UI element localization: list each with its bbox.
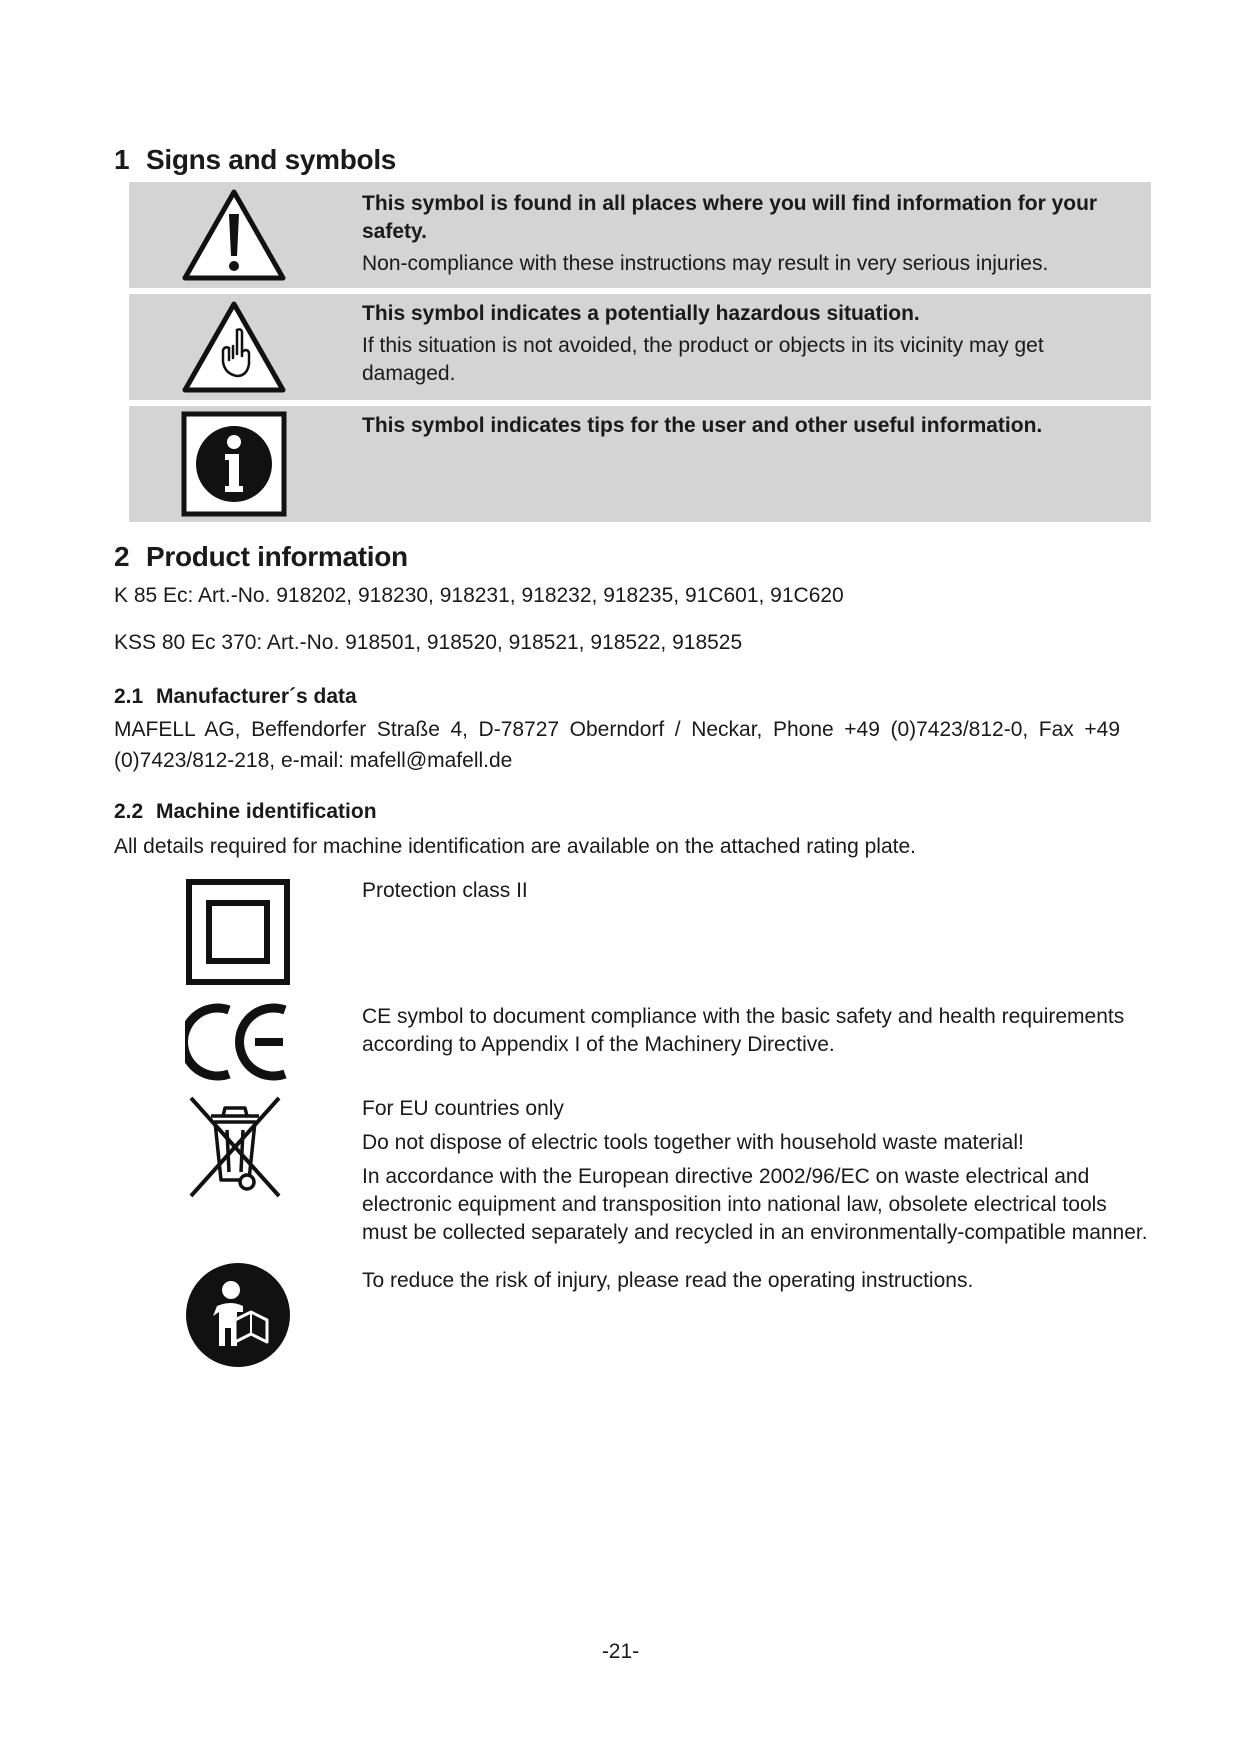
symbol-row-hazard-desc: If this situation is not avoided, the product or objects in its vicinity may get damaged. (362, 334, 1044, 385)
ident-item-read-manual: To reduce the risk of injury, please read the operating instructions. (362, 1269, 974, 1292)
section-2-1-heading: 2.1 Manufacturer´s data (114, 685, 357, 708)
crossed-bin-icon (185, 1094, 285, 1200)
symbol-row-hazard-text (362, 300, 1142, 388)
symbol-row-info (129, 406, 1151, 522)
manufacturer-line-2: (0)7423/812-218, e-mail: mafell@mafell.de (114, 749, 513, 772)
ce-mark-icon (185, 1002, 293, 1082)
section-2-2-heading: 2.2 Machine identification (114, 800, 377, 823)
manufacturer-line-1: MAFELL AG, Beffendorfer Straße 4, D-78727 Oberndorf / Neckar, Phone +49 (0)7423/812-0, Fax +49 (114, 718, 1120, 741)
symbol-row-safety-text (362, 190, 1142, 278)
symbol-row-info-bold: This symbol indicates tips for the user and other useful information. (362, 414, 1043, 437)
symbol-row-hazard-bold: This symbol indicates a potentially hazardous situation. (362, 302, 920, 325)
page-number: -21- (601, 1640, 640, 1663)
hazard-hand-triangle-icon (179, 298, 289, 396)
product-line-k85: K 85 Ec: Art.-No. 918202, 918230, 918231, 918232, 918235, 91C601, 91C620 (114, 584, 844, 607)
info-icon (179, 410, 289, 518)
protection-class-ii-icon (185, 878, 291, 986)
symbol-row-info-text (362, 412, 1142, 440)
symbol-row-safety-desc: Non-compliance with these instructions may result in very serious injuries. (362, 252, 1049, 275)
ident-item-ce: CE symbol to document compliance with the basic safety and health requirements according to Appendix I of the Machinery Directive. (362, 1005, 1125, 1056)
symbol-row-safety (129, 182, 1151, 288)
ident-item-protection-class: Protection class II (362, 879, 528, 902)
warning-triangle-icon (179, 186, 289, 284)
symbol-row-safety-bold: This symbol is found in all places where you will find information for your safety. (362, 192, 1098, 243)
product-line-kss80: KSS 80 Ec 370: Art.-No. 918501, 918520, 918521, 918522, 918525 (114, 631, 743, 654)
machine-ident-intro: All details required for machine identification are available on the attached rating plate. (114, 835, 916, 858)
section-1-heading: 1 Signs and symbols (114, 144, 397, 175)
symbol-row-hazard (129, 294, 1151, 400)
section-2-heading: 2 Product information (114, 541, 408, 572)
read-manual-icon (185, 1262, 291, 1368)
ident-item-weee: For EU countries only Do not dispose of electric tools together with household waste material! In accordance with the European directive 2002/96/EC on waste electrical and electronic equipment and transposition into national law, obsolete electrical tools must be collected separately and recycled in an environmentally-compatible manner. (362, 1097, 1148, 1244)
